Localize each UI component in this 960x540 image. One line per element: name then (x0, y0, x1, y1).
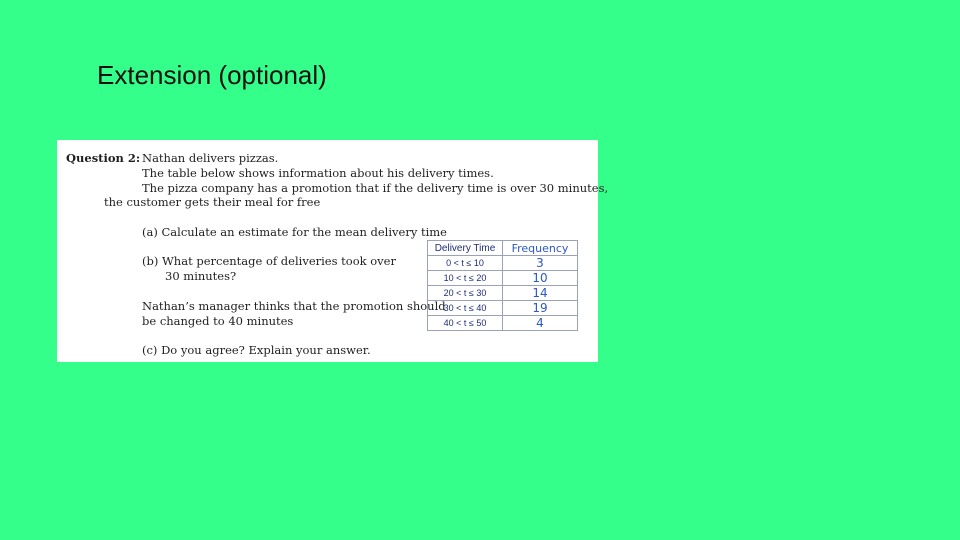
frequency-cell: 4 (503, 316, 578, 331)
table-row (428, 271, 578, 286)
question-image (57, 140, 609, 362)
delivery-time-cell: 20 < t ≤ 30 (428, 286, 503, 301)
question-label: Question 2: (66, 151, 141, 165)
question-part-b-continued: 30 minutes? (165, 269, 237, 283)
delivery-time-cell: 40 < t ≤ 50 (428, 316, 503, 331)
question-part-b: (b) What percentage of deliveries took over (142, 254, 396, 268)
manager-statement-continued: be changed to 40 minutes (142, 314, 294, 328)
manager-statement: Nathan’s manager thinks that the promotion should (142, 299, 446, 313)
question-part-c: (c) Do you agree? Explain your answer. (142, 343, 371, 357)
table-row (428, 316, 578, 331)
delivery-time-cell: 10 < t ≤ 20 (428, 271, 503, 286)
table-row (428, 256, 578, 271)
table-row (428, 286, 578, 301)
slide-title: Extension (optional) (97, 60, 327, 90)
question-part-a: (a) Calculate an estimate for the mean delivery time (142, 225, 447, 239)
question-line: the customer gets their meal for free (104, 195, 321, 209)
frequency-cell: 10 (503, 271, 578, 286)
question-line: The table below shows information about his delivery times. (142, 166, 494, 180)
frequency-table (427, 240, 578, 331)
delivery-time-cell: 0 < t ≤ 10 (428, 256, 503, 271)
question-line: The pizza company has a promotion that if the delivery time is over 30 minutes, (142, 181, 609, 195)
table-row (428, 301, 578, 316)
frequency-cell: 3 (503, 256, 578, 271)
frequency-cell: 19 (503, 301, 578, 316)
header-frequency: Frequency (503, 241, 578, 256)
question-line: Nathan delivers pizzas. (142, 151, 279, 165)
header-delivery-time: Delivery Time (428, 241, 503, 256)
table-header-row (428, 241, 578, 256)
frequency-cell: 14 (503, 286, 578, 301)
delivery-time-cell: 30 < t ≤ 40 (428, 301, 503, 316)
